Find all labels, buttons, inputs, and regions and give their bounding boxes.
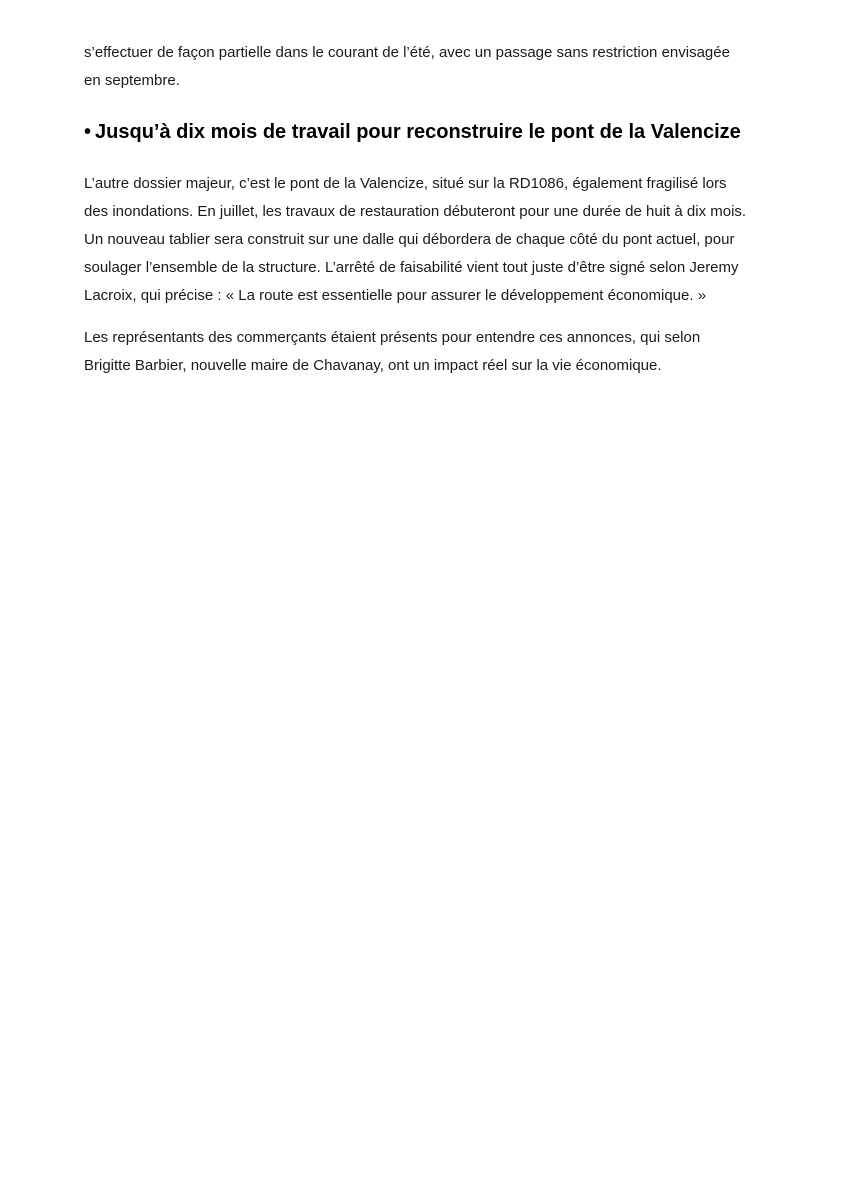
paragraph-continued [84,39,784,95]
section-heading [84,118,784,146]
text-line: s’effectuer de façon partielle dans le courant de l’été, avec un passage sans restriction envisagée [84,44,730,61]
text-line: Brigitte Barbier, nouvelle maire de Chavanay, ont un impact réel sur la vie économique. [84,357,662,374]
text-line: Lacroix, qui précise : « La route est essentielle pour assurer le développement économique. » [84,287,707,304]
text-line: Les représentants des commerçants étaient présents pour entendre ces annonces, qui selon [84,329,701,346]
text-line: soulager l’ensemble de la structure. L’arrêté de faisabilité vient tout juste d’être signé selon Jeremy [84,259,739,276]
paragraph-bridge [84,170,784,310]
article-body [84,39,784,380]
bullet-marker: • [84,121,92,143]
paragraph-merchants [84,324,784,380]
text-line: Un nouveau tablier sera construit sur une dalle qui débordera de chaque côté du pont actuel, pour [84,231,735,248]
text-line: des inondations. En juillet, les travaux de restauration débuteront pour une durée de huit à dix mois. [84,203,747,220]
section-heading-text: Jusqu’à dix mois de travail pour reconstruire le pont de la Valencize [95,121,741,143]
text-line: L’autre dossier majeur, c’est le pont de la Valencize, situé sur la RD1086, également fragilisé lors [84,175,727,192]
text-line: en septembre. [84,72,180,89]
